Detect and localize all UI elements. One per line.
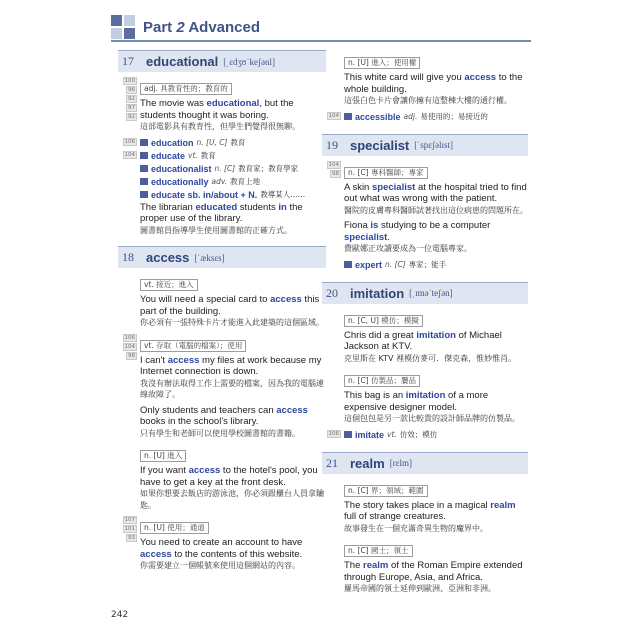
arrow-icon xyxy=(140,152,148,159)
part-of-speech: n. [C] 界；領域；範圍 xyxy=(344,485,428,497)
left-column xyxy=(118,50,326,576)
example-translation: 你必須有一張特殊卡片才能進入此建築的這個區域。 xyxy=(140,318,324,327)
part-of-speech: n. [C] 專科醫師；專家 xyxy=(344,167,428,179)
example-translation: 羅馬帝國的領土延伸到歐洲、亞洲和非洲。 xyxy=(344,584,496,593)
entry-header-educational xyxy=(118,50,326,72)
part-name: Advanced xyxy=(188,18,261,36)
exam-ref-badge: 100 xyxy=(124,78,135,84)
example-translation: 這部電影具有教育性，但學生們覺得很無聊。 xyxy=(140,122,300,131)
example-translation: 這張白色卡片會讓你擁有這整棟大樓的通行權。 xyxy=(344,96,512,105)
entry-number: 20 xyxy=(326,285,338,300)
example-translation: 你需要建立一個帳號來使用這個網站的內容。 xyxy=(140,561,300,570)
exam-ref-badge: 98 xyxy=(128,352,135,359)
example-sentence: I can't access my files at work because my Internet connection is down. xyxy=(140,354,322,377)
right-column xyxy=(322,50,528,599)
example-translation: 只有學生和老師可以使用學校圖書館的書籍。 xyxy=(140,428,300,438)
exam-ref-badge: 106 xyxy=(124,334,135,341)
arrow-icon xyxy=(344,431,352,438)
exam-ref-badge: 93 xyxy=(128,535,135,541)
arrow-icon xyxy=(140,139,148,146)
part-of-speech: n. [C] 仿製品；贗品 xyxy=(344,375,420,387)
entry-ipa: [ˌɪməˈteʃən] xyxy=(409,288,453,298)
example-sentence: The realm of the Roman Empire extended through Europe, Asia, and Africa. xyxy=(344,560,523,583)
exam-ref-badge: 96 xyxy=(128,87,135,93)
example-sentence: You need to create an account to have access to the contents of this website. xyxy=(140,537,303,560)
arrow-icon xyxy=(140,165,148,172)
example-translation: 故事發生在一個充滿奇異生物的魔界中。 xyxy=(344,523,488,533)
exam-ref-badge: 104 xyxy=(124,343,135,350)
example-sentence: A skin specialist at the hospital tried to find out what was wrong with the patient. xyxy=(344,181,527,204)
example-translation: 這個包包是另一款比較貴的設計師品牌的仿製品。 xyxy=(344,414,520,423)
example-translation: 圖書館員指導學生使用圖書館的正確方式。 xyxy=(140,225,292,235)
derivative-accessible: accessible adj. 易使用的；易接近的 xyxy=(344,111,528,123)
part-of-speech: n. [U] 進入 xyxy=(140,450,186,462)
arrow-icon xyxy=(344,113,352,120)
entry-ipa: [ˈæksɛs] xyxy=(194,252,225,263)
example-sentence: The movie was educational, but the students thought it was boring. xyxy=(140,98,294,121)
example-sentence: Chris did a great imitation of Michael Jackson at KTV. xyxy=(344,329,502,352)
exam-ref-badge: 98 xyxy=(332,170,339,177)
entry-ipa: [rɛlm] xyxy=(389,458,412,468)
exam-ref-badge: 104 xyxy=(328,112,339,119)
page-header xyxy=(111,10,260,44)
entry-number: 21 xyxy=(326,455,338,470)
part-title xyxy=(143,19,260,36)
derivative-educationalist: educationalist n. [C] 教育家；教育學家 xyxy=(140,163,326,175)
part-number: 2 xyxy=(176,18,185,36)
example-sentence: Fiona is studying to be a computer specialist. xyxy=(344,220,491,243)
entry-header-specialist xyxy=(322,134,528,156)
entry-word: realm xyxy=(350,455,385,471)
part-of-speech: vt. 存取（電腦的檔案）；使用 xyxy=(140,340,246,352)
entry-word: access xyxy=(146,250,190,265)
entry-word: educational xyxy=(146,54,219,69)
entry-header-imitation xyxy=(322,282,528,304)
sense-block xyxy=(118,76,326,137)
part-of-speech: n. [U] 使用；通道 xyxy=(140,522,209,534)
header-rule xyxy=(111,40,531,42)
example-sentence: Only students and teachers can access books in the school's library. xyxy=(140,404,308,427)
example-sentence: This bag is an imitation of a more expensive designer model. xyxy=(344,390,489,413)
exam-ref-badge: 92 xyxy=(128,96,135,102)
example-sentence: The story takes place in a magical realm full of strange creatures. xyxy=(344,499,516,522)
exam-ref-badge: 104 xyxy=(328,161,339,168)
example-translation: 費歐娜正攻讀要成為一位電腦專家。 xyxy=(344,244,472,253)
exam-ref-badge: 106 xyxy=(124,138,135,145)
part-of-speech: vt. 接近；進入 xyxy=(140,279,198,291)
entry-header-realm xyxy=(322,452,528,474)
exam-ref-badge: 101 xyxy=(124,526,135,532)
entry-header-access xyxy=(118,246,326,268)
entry-ipa: [ˌɛdʒʊˈkeʃənl] xyxy=(223,56,275,67)
example-sentence: You will need a special card to access this part of the building. xyxy=(140,294,320,317)
entry-ipa: [ˈspɛʃəlɪst] xyxy=(414,140,454,150)
phrase-educate-sb: educate sb. in/about + N. 教導某人…… xyxy=(140,189,326,201)
derivative-educate: educate vt. 教育 xyxy=(140,150,326,162)
derivative-imitate: imitate vt. 仿效；模仿 xyxy=(344,429,528,441)
example-sentence: This white card will give you access to the whole building. xyxy=(344,72,523,95)
exam-ref-badge: 97 xyxy=(128,105,135,111)
entry-number: 17 xyxy=(122,54,134,68)
example-sentence: If you want access to the hotel's pool, you have to get a key at the front desk. xyxy=(140,465,318,488)
part-of-speech: n. [U] 進入；使用權 xyxy=(344,57,420,69)
exam-ref-badge: 104 xyxy=(124,151,135,158)
squares-logo-icon xyxy=(111,15,135,39)
entry-number: 18 xyxy=(122,250,134,264)
exam-ref-badge: 106 xyxy=(328,430,339,437)
part-of-speech: adj. 具教育性的；教育的 xyxy=(140,83,232,95)
arrow-icon xyxy=(344,261,352,268)
example-sentence: The librarian educated students in the proper use of the library. xyxy=(140,201,303,224)
entry-word: imitation xyxy=(350,285,405,301)
part-of-speech: n. [C] 國土；領土 xyxy=(344,545,413,557)
part-label: Part xyxy=(143,18,173,36)
derivative-educationally: educationally adv. 教育上地 xyxy=(140,176,326,188)
entry-number: 19 xyxy=(326,137,338,152)
page-number: 242 xyxy=(111,610,129,620)
example-translation: 我沒有辦法取得工作上需要的檔案，因為我的電腦連線故障了。 xyxy=(140,378,324,399)
part-of-speech: n. [C, U] 模仿；模擬 xyxy=(344,315,423,327)
entry-word: specialist xyxy=(350,137,410,153)
derivative-expert: expert n. [C] 專家；能手 xyxy=(344,259,528,271)
arrow-icon xyxy=(140,178,148,185)
exam-ref-badge: 92 xyxy=(128,114,135,120)
example-translation: 克里斯在 KTV 裡模仿麥可．傑克森，惟妙惟肖。 xyxy=(344,353,517,363)
arrow-icon xyxy=(140,191,148,198)
exam-refs xyxy=(118,76,140,137)
exam-ref-badge: 107 xyxy=(124,517,135,523)
example-translation: 醫院的皮膚專科醫師試著找出這位病患的問題所在。 xyxy=(344,205,528,215)
example-translation: 如果你想要去飯店的游泳池，你必須跟櫃台人員拿鑰匙。 xyxy=(140,489,324,510)
derivative-education: education n. [U, C] 教育 xyxy=(140,137,326,149)
